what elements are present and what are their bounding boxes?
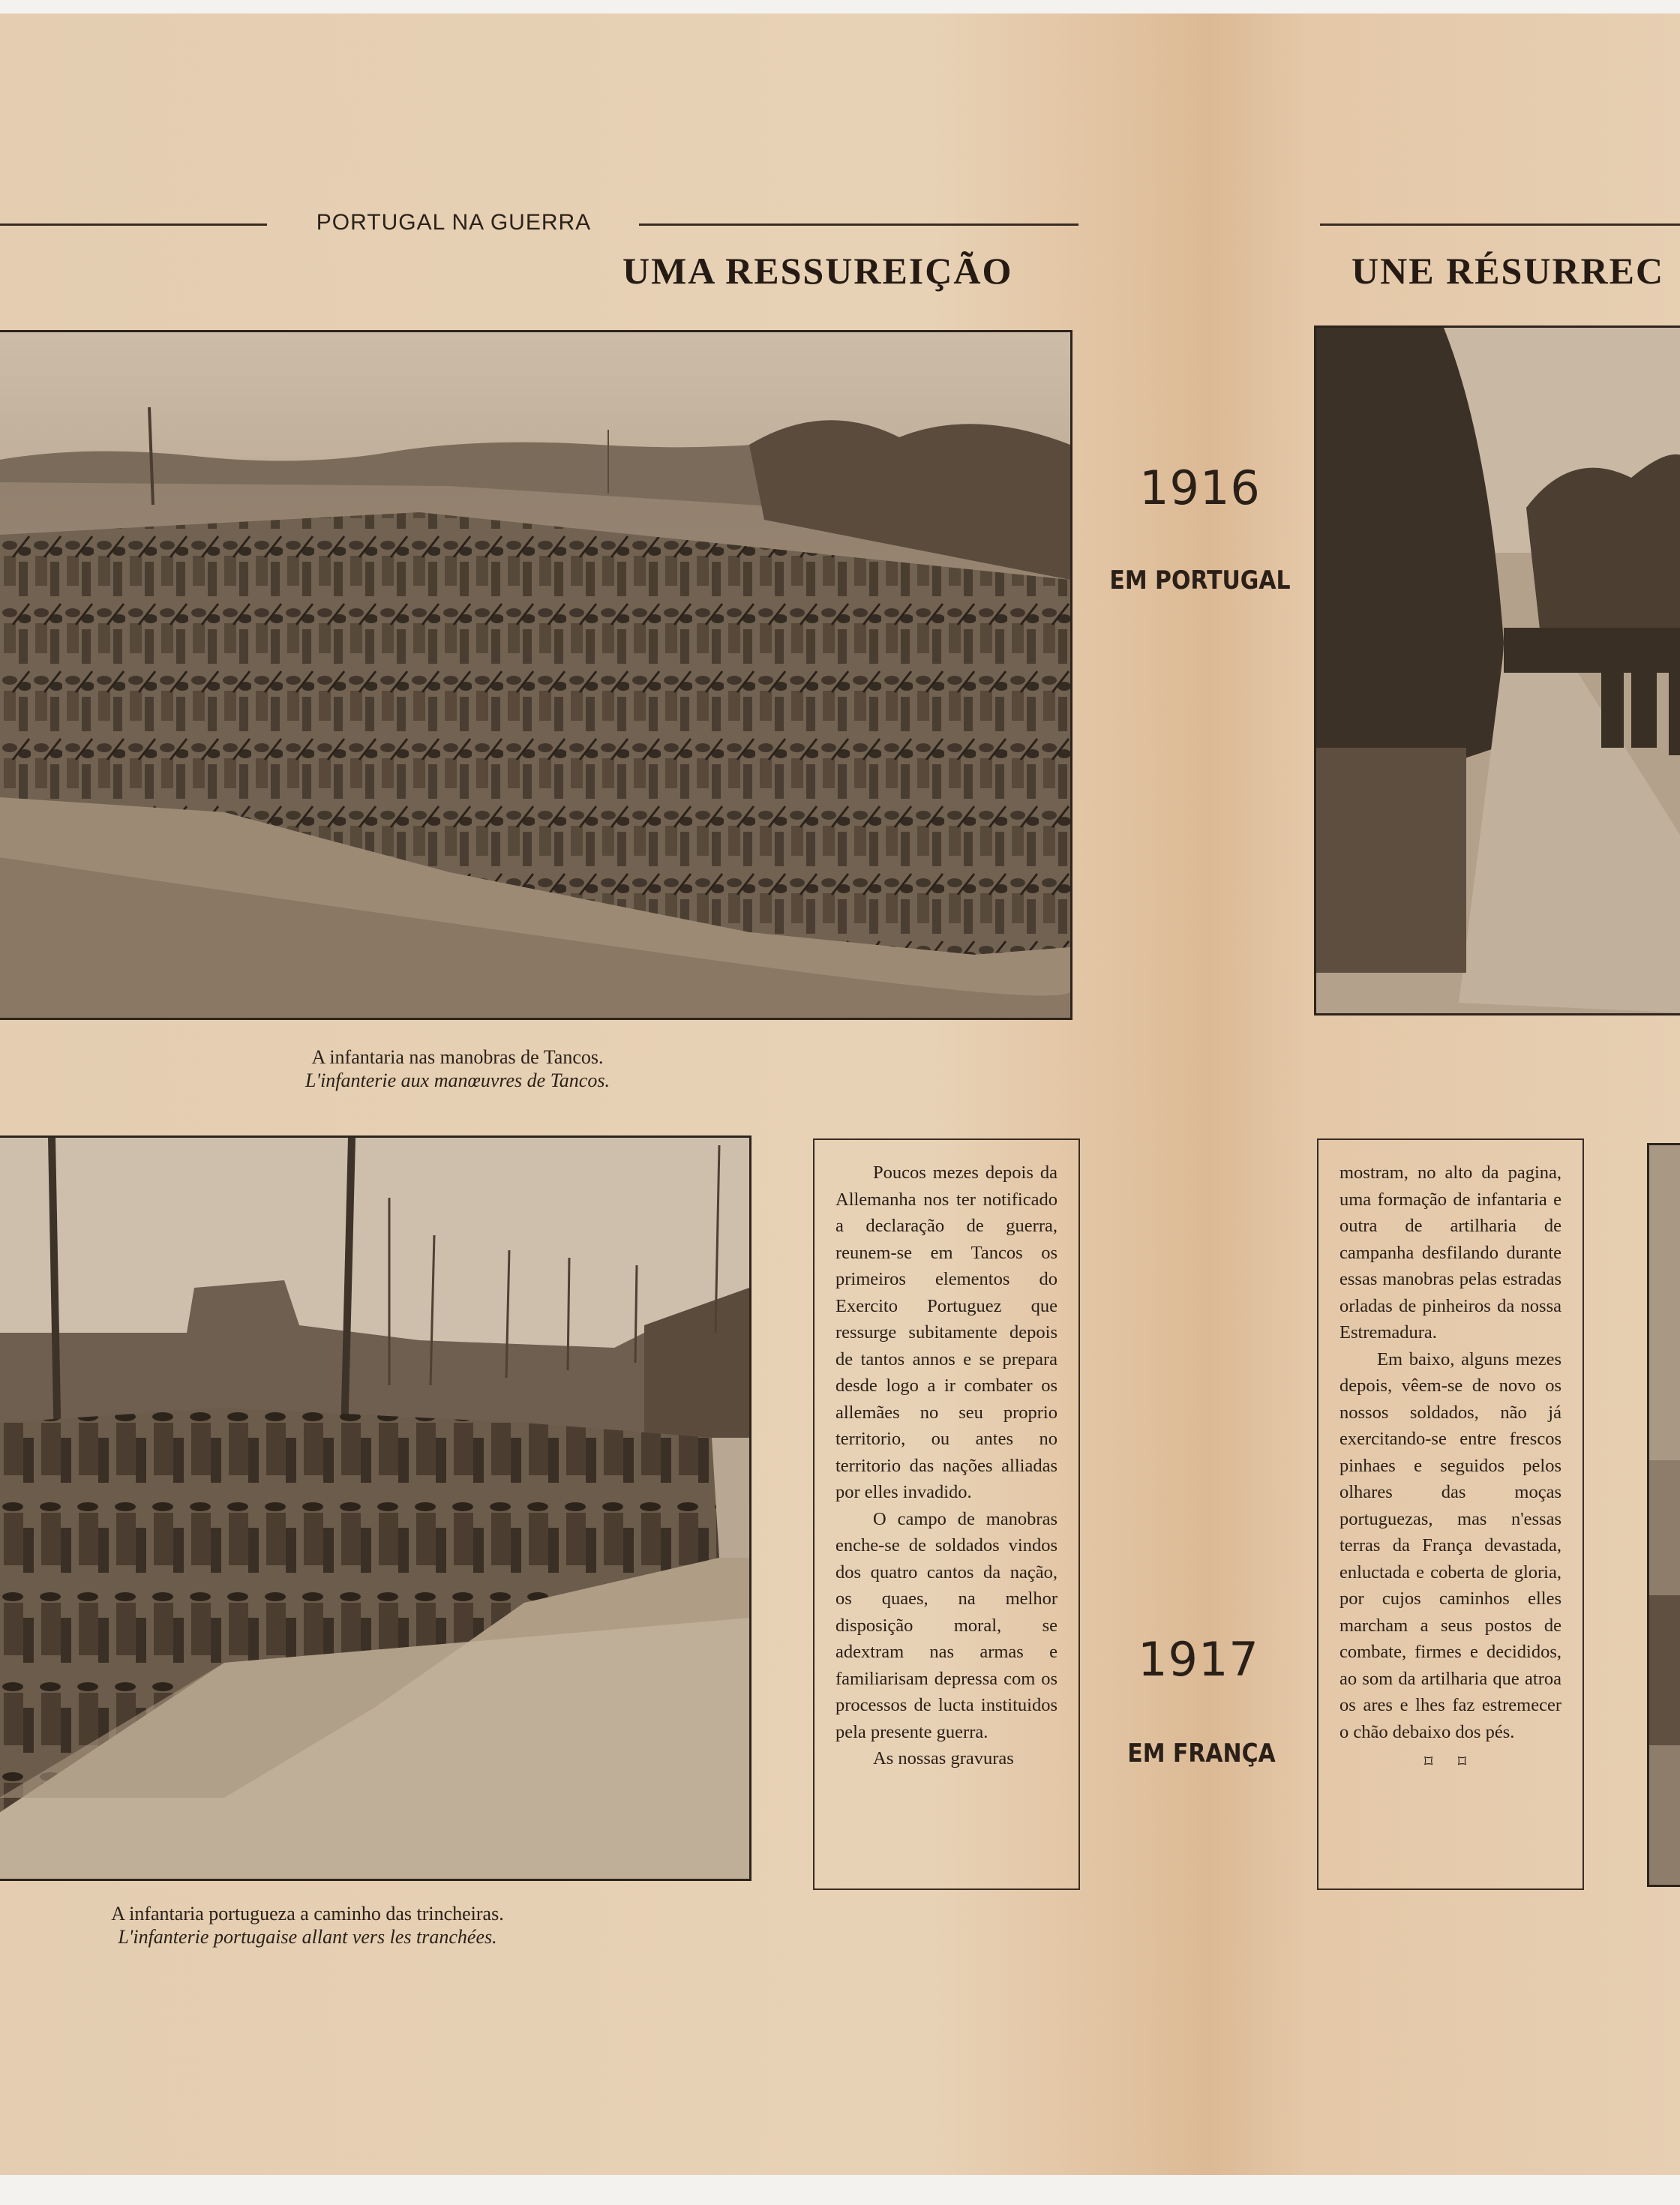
photo-infantry-tancos [0, 330, 1072, 1020]
caption-bottom-fr: L'infanterie portugaise allant vers les tranchées. [118, 1926, 497, 1948]
scan-bottom-margin [0, 2175, 1680, 2205]
year-1917: 1917 [1138, 1632, 1259, 1687]
place-portugal: EM PORTUGAL [1109, 566, 1291, 596]
year-1916: 1916 [1139, 460, 1261, 515]
article-paragraph: O campo de manobras enche-se de soldados vindos dos quatro cantos da nação, os quaes, na melhor disposição moral, se adextram nas armas e familiarisam depressa com os processos de lucta instituidos pela presente guerra. [836, 1508, 1058, 1742]
place-franca: EM FRANÇA [1127, 1738, 1276, 1768]
header-rule-left [0, 224, 267, 226]
caption-top [172, 1046, 742, 1092]
article-paragraph: Poucos mezes depois da Allemanha nos ter notificado a declaração de guerra, reunem-se em Tancos os primeiros elementos do Exercito Portuguez que ressurge subitamente depois de tantos annos e se prepara desde logo a ir combater os allemães no seu proprio territorio, ou antes no territorio das nações alliadas por elles invadido. [836, 1162, 1058, 1502]
headline-portuguese: UMA RESSUREIÇÃO [622, 250, 1013, 292]
scan-top-margin [0, 0, 1680, 14]
header-rule-right [1320, 224, 1680, 226]
photo-cropped-right [1647, 1143, 1680, 1887]
end-of-article-mark: ⌑ ⌑ [1424, 1752, 1478, 1771]
caption-top-pt: A infantaria nas manobras de Tancos. [311, 1046, 604, 1068]
article-column-2 [1317, 1138, 1584, 1890]
photo-artillery-road [1314, 326, 1680, 1016]
header-rule-middle [639, 224, 1078, 226]
caption-bottom-pt: A infantaria portugueza a caminho das trincheiras. [111, 1903, 504, 1924]
headline-french: UNE RÉSURREC [1352, 250, 1665, 292]
running-title: PORTUGAL NA GUERRA [316, 210, 592, 235]
caption-bottom [45, 1902, 570, 1948]
caption-top-fr: L'infanterie aux manœuvres de Tancos. [305, 1070, 610, 1091]
photo-infantry-trenches [0, 1136, 752, 1881]
article-paragraph: As nossas gravuras [873, 1748, 1014, 1768]
article-paragraph: mostram, no alto da pagina, uma formação de infantaria e outra de artilharia de campanha desfilando durante essas manobras pelas estradas orladas de pinheiros da nossa Estremadura. [1340, 1162, 1562, 1342]
article-column-1 [813, 1138, 1080, 1890]
article-paragraph: Em baixo, alguns mezes depois, vêem-se de novo os nossos soldados, não já exercitando-se entre frescos pinhaes e seguidos pelos olhares das moças portuguezas, mas n'essas terras da França devastada, enluctada e coberta de gloria, por cujos caminhos elles marcham a seus postos de combate, firmes e decididos, ao som da artilharia que atroa os ares e lhes faz estremecer o chão debaixo dos pés. [1340, 1348, 1562, 1742]
